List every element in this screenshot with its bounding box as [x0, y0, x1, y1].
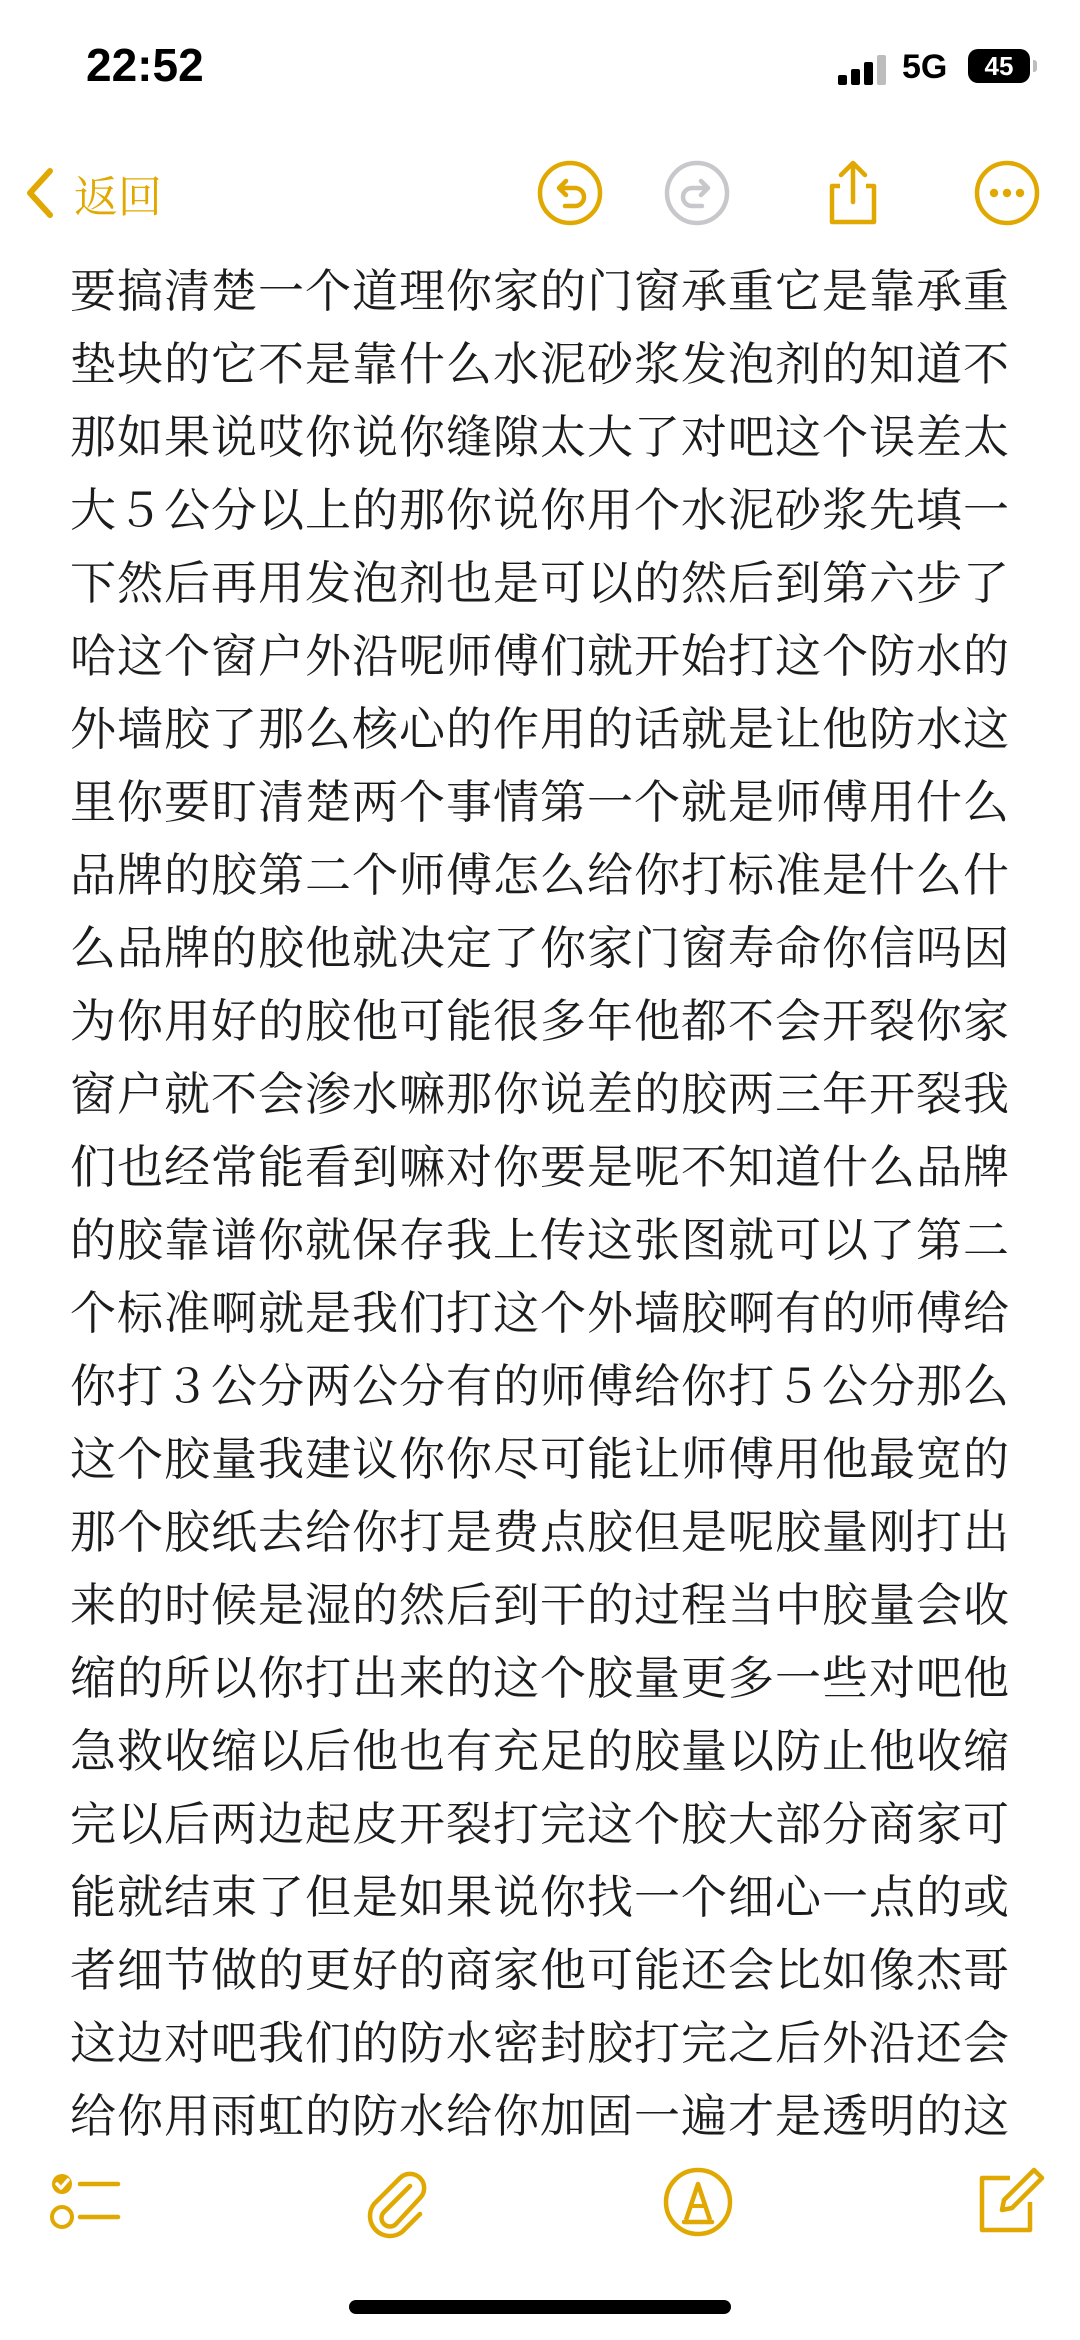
chevron-left-icon [24, 167, 54, 219]
share-icon[interactable] [818, 158, 888, 228]
undo-icon[interactable] [535, 158, 605, 228]
more-icon[interactable] [972, 158, 1042, 228]
bottom-toolbar [0, 2150, 1080, 2260]
status-time: 22:52 [86, 39, 204, 91]
status-bar [0, 0, 1080, 140]
compose-icon[interactable] [968, 2162, 1048, 2242]
checklist-icon[interactable] [46, 2162, 126, 2242]
cellular-signal-icon [838, 55, 890, 85]
battery-level: 45 [984, 51, 1014, 81]
network-type: 5G [902, 48, 948, 86]
back-label: 返回 [74, 172, 162, 223]
note-body-text[interactable]: 要搞清楚一个道理你家的门窗承重它是靠承重 垫块的它不是靠什么水泥砂浆发泡剂的知道不 那如果说哎你说你缝隙太大了对吧这个误差太 大５公分以上的那你说你用个水泥砂浆先填一 下然后再用发泡剂也是可以的然后到第六步了 哈这个窗户外沿呢师傅们就开始打这个防水的 外墙胶了那么核心的作用的话就是让他防水这 里你要盯清楚两个事情第一个就是师傅用什么 品牌的胶第二个师傅怎么给你打标准是什么什 么品牌的胶他就决定了你家门窗寿命你信吗因 为你用好的胶他可能很多年他都不会开裂你家 窗户就不会渗水嘛那你说差的胶两三年开裂我 们也经常能看到嘛对你要是呢不知道什么品牌 的胶靠谱你就保存我上传这张图就可以了第二 个标准啊就是我们打这个外墙胶啊有的师傅给 你打３公分两公分有的师傅给你打５公分那么 这个胶量我建议你你尽可能让师傅用他最宽的 那个胶纸去给你打是费点胶但是呢胶量刚打出 来的时候是湿的然后到干的过程当中胶量会收 缩的所以你打出来的这个胶量更多一些对吧他 急救收缩以后他也有充足的胶量以防止他收缩 完以后两边起皮开裂打完这个胶大部分商家可 能就结束了但是如果说你找一个细心一点的或 者细节做的更好的商家他可能还会比如像杰哥 这边对吧我们的防水密封胶打完之后外沿还会 给你用雨虹的防水给你加固一遍才是透明的这 [70, 264, 1010, 2143]
home-indicator[interactable] [349, 2300, 731, 2314]
markup-icon[interactable] [658, 2162, 738, 2242]
back-button[interactable] [24, 158, 162, 228]
attachment-icon[interactable] [354, 2162, 434, 2242]
note-toolbar [0, 140, 1080, 250]
redo-icon[interactable] [662, 158, 732, 228]
battery-icon [968, 49, 1030, 83]
